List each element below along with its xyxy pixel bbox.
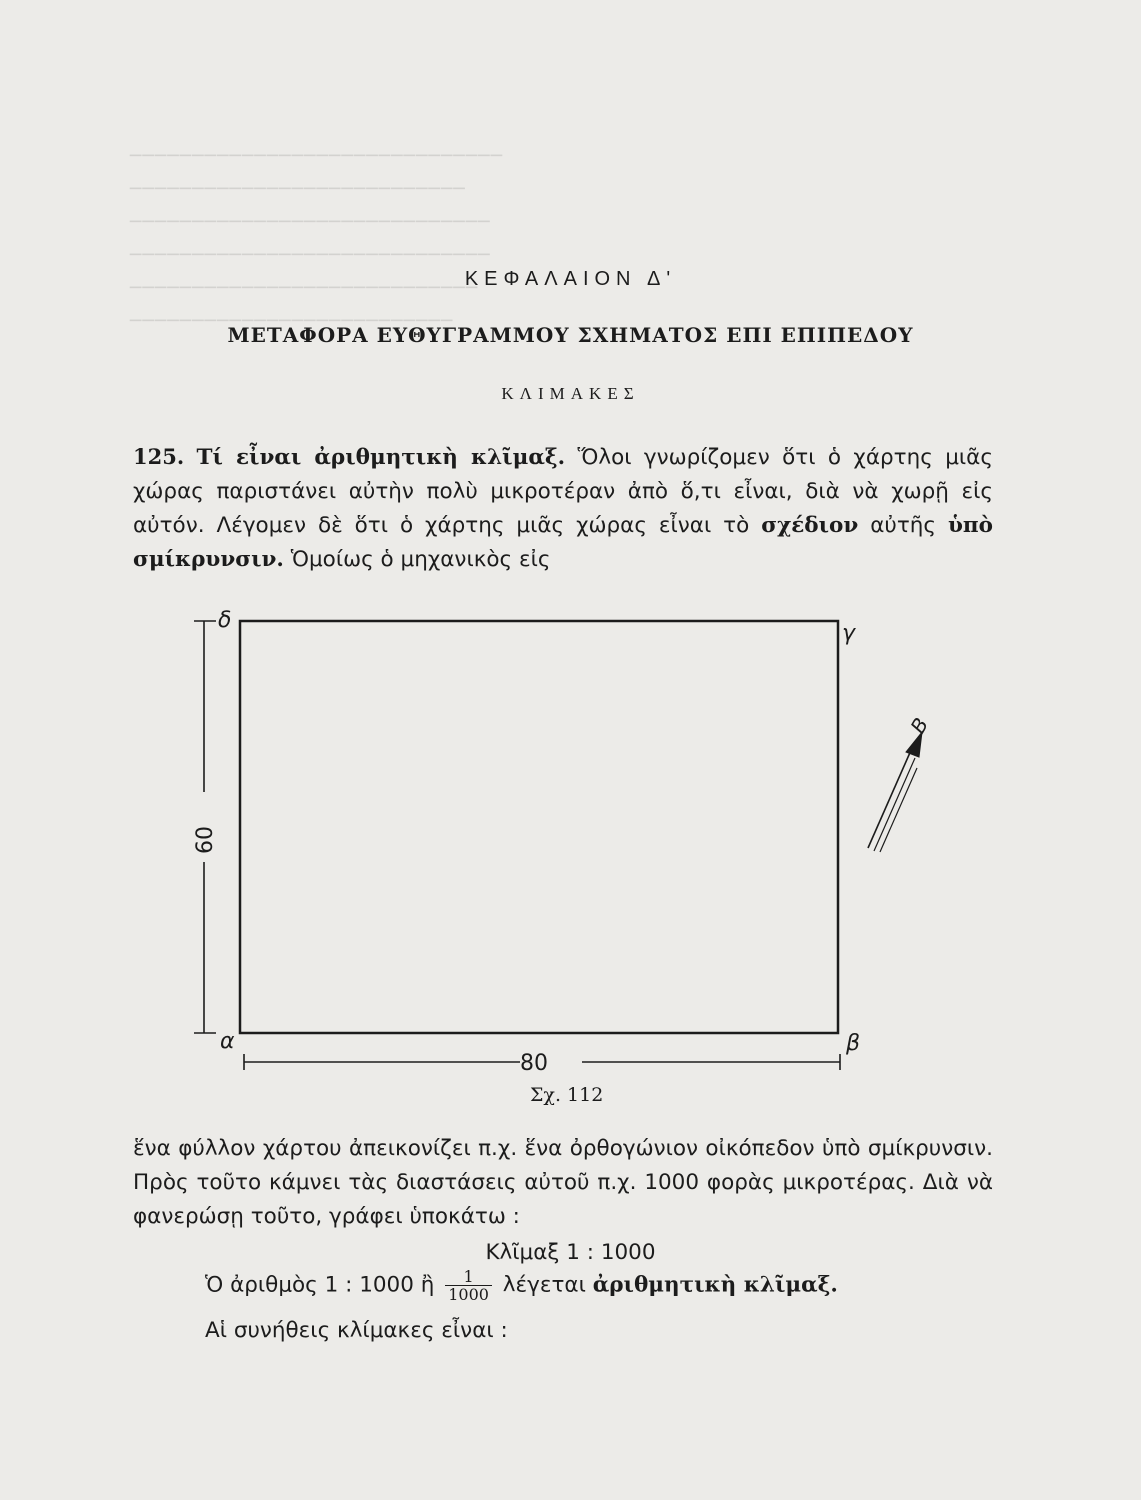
paragraph-text-b: αὐτῆς	[870, 513, 937, 538]
bleed-through-text: ────────────────────────────── ─────────────────────────── ───────────────────────────── ───────────────────────────── ──────────────────────────── ──────────────────────────	[130, 145, 504, 332]
fraction-denominator: 1000	[448, 1285, 489, 1304]
last-line: Αἱ συνήθεις κλίμακες εἶναι :	[205, 1318, 508, 1343]
paragraph-text-c: Ὁμοίως ὁ μηχανικὸς εἰς	[290, 547, 551, 572]
ratio-intro: Ὁ ἀριθμὸς 1 : 1000 ἢ	[205, 1272, 435, 1298]
scale-line: Κλῖμαξ 1 : 1000	[485, 1240, 656, 1265]
corner-label-c: γ	[842, 621, 856, 646]
ratio-term: ἀριθμητικὴ κλῖμαξ.	[592, 1272, 838, 1298]
ratio-fraction	[445, 1268, 492, 1303]
term-schedion: σχέδιον	[761, 513, 859, 538]
term-smikrynsin: ὑπὸ σμίκρυνσιν.	[133, 513, 993, 572]
fraction-numerator: 1	[445, 1268, 492, 1286]
rectangle-plot	[240, 621, 838, 1033]
north-arrow-label: Β	[905, 713, 934, 738]
chapter-title: ΜΕΤΑΦΟΡΑ ΕΥΘΥΓΡΑΜΜΟΥ ΣΧΗΜΑΤΟΣ ΕΠΙ ΕΠΙΠΕΔΟΥ	[227, 323, 914, 347]
north-arrow-icon	[868, 732, 922, 852]
section-number: 125.	[133, 444, 185, 469]
chapter-subtitle: ΚΛΙΜΑΚΕΣ	[501, 384, 640, 403]
width-label: 80	[520, 1051, 548, 1076]
paragraph-scale: ἕνα φύλλον χάρτου ἀπεικονίζει π.χ. ἕνα ὀρθογώνιον οἰκόπεδον ὑπὸ σμίκρυνσιν. Πρὸς τοῦτο κάμνει τὰς διαστάσεις αὐτοῦ π.χ. 1000 φορὰς μικροτέρας. Διὰ νὰ φανερώσῃ τοῦτο, γράφει ὑποκάτω :	[133, 1136, 993, 1229]
corner-label-d: δ	[218, 608, 232, 633]
section-heading: Τί εἶναι ἀριθμητικὴ κλῖμαξ.	[196, 445, 566, 470]
corner-label-b: β	[846, 1031, 861, 1056]
height-label: 60	[193, 826, 218, 854]
figure-caption: Σχ. 112	[530, 1084, 604, 1106]
ratio-line	[205, 1268, 838, 1303]
chapter-label: ΚΕΦΑΛΑΙΟΝ Δ'	[464, 268, 677, 290]
paragraph-text: Ὅλοι γνωρίζομεν ὅτι ὁ χάρτης μιᾶς χώρας παριστάνει αὐτὴν πολὺ μικροτέραν ἀπὸ ὅ,τι εἶναι, διὰ νὰ χωρῇ εἰς αὐτόν. Λέγομεν δὲ ὅτι ὁ χάρτης μιᾶς χώρας εἶναι τὸ	[133, 445, 993, 538]
corner-label-a: α	[220, 1029, 235, 1054]
ratio-outro: λέγεται	[502, 1272, 586, 1298]
